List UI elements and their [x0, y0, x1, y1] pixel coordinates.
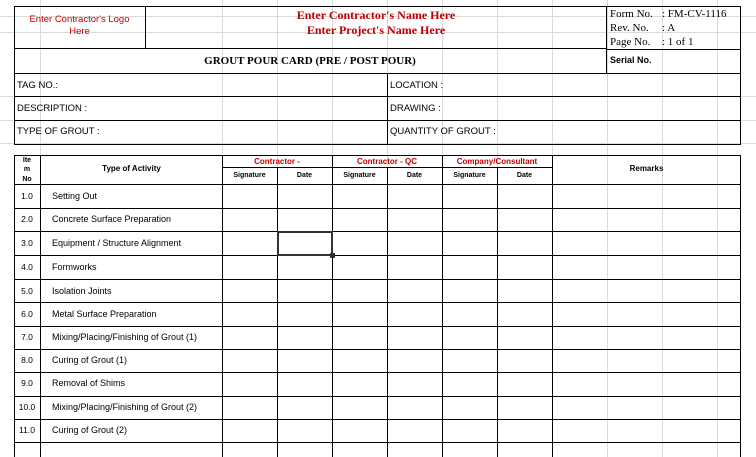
- border-line: [14, 144, 741, 145]
- signature-header: Signature: [343, 172, 376, 179]
- border-line: [222, 167, 552, 168]
- activity-name: Mixing/Placing/Finishing of Grout (1): [52, 332, 198, 342]
- item-number: 1.0: [21, 191, 33, 201]
- border-line: [332, 155, 333, 457]
- row-line: [14, 396, 741, 397]
- date-header: Date: [406, 172, 423, 179]
- border-line: [387, 73, 388, 144]
- fill-handle[interactable]: [330, 253, 335, 258]
- gridline: [662, 0, 663, 457]
- activity-name: Isolation Joints: [52, 286, 112, 296]
- description-field[interactable]: DESCRIPTION :: [17, 103, 88, 114]
- activity-name: Mixing/Placing/Finishing of Grout (2): [52, 402, 198, 412]
- item-number: 3.0: [21, 238, 33, 248]
- activity-name: Concrete Surface Preparation: [52, 214, 172, 224]
- border-line: [606, 49, 741, 50]
- serial-no-label: Serial No.: [610, 55, 652, 65]
- item-number: 5.0: [21, 286, 33, 296]
- item-no-header-2: m: [23, 166, 31, 173]
- border-line: [740, 155, 741, 457]
- contractor-name[interactable]: Enter Contractor's Name Here: [296, 8, 456, 22]
- border-line: [14, 184, 741, 185]
- activity-name: Curing of Grout (1): [52, 355, 128, 365]
- border-line: [552, 155, 553, 457]
- item-number: 8.0: [21, 355, 33, 365]
- activity-name: Formworks: [52, 262, 97, 272]
- item-number: 4.0: [21, 262, 33, 272]
- form-no-value[interactable]: : FM-CV-1116: [662, 8, 727, 20]
- form-no-label: Form No.: [610, 8, 653, 20]
- item-no-header-1: Ite: [22, 157, 32, 164]
- card-title: GROUT POUR CARD (PRE / POST POUR): [204, 55, 416, 67]
- page-no-value[interactable]: : 1 of 1: [662, 36, 694, 48]
- rev-no-value[interactable]: : A: [662, 22, 676, 34]
- page-no-label: Page No.: [610, 36, 651, 48]
- active-cell-selection[interactable]: [277, 231, 333, 256]
- row-line: [14, 231, 741, 232]
- item-number: 10.0: [18, 402, 36, 412]
- border-line: [40, 155, 41, 457]
- item-number: 9.0: [21, 378, 33, 388]
- item-number: 11.0: [19, 425, 35, 435]
- item-number: 7.0: [21, 332, 33, 342]
- item-number: 6.0: [21, 309, 33, 319]
- item-no-header-clip: [14, 175, 40, 183]
- row-line: [14, 326, 741, 327]
- border-line: [14, 120, 741, 121]
- border-line: [497, 167, 498, 457]
- row-line: [14, 419, 741, 420]
- activity-name: Removal of Shims: [52, 378, 126, 388]
- row-line: [14, 442, 741, 443]
- date-header: Date: [516, 172, 533, 179]
- border-line: [14, 48, 607, 49]
- border-line: [740, 6, 741, 145]
- border-line: [14, 6, 741, 7]
- border-line: [14, 73, 741, 74]
- contractor-qc-header: Contractor - QC: [357, 157, 417, 166]
- row-line: [14, 255, 741, 256]
- rev-no-label: Rev. No.: [610, 22, 649, 34]
- border-line: [606, 6, 607, 73]
- border-line: [14, 155, 741, 156]
- row-line: [14, 208, 741, 209]
- date-header: Date: [296, 172, 313, 179]
- location-field[interactable]: LOCATION :: [390, 80, 444, 91]
- border-line: [14, 96, 741, 97]
- gridline: [717, 0, 718, 457]
- item-no-header-3: No: [22, 176, 32, 183]
- logo-placeholder-line2: Here: [69, 26, 90, 37]
- signature-header: Signature: [453, 172, 486, 179]
- tag-no-field[interactable]: TAG NO.:: [17, 80, 58, 91]
- row-line: [14, 302, 741, 303]
- border-line: [442, 155, 443, 457]
- activity-name: Curing of Grout (2): [52, 425, 128, 435]
- remarks-header: Remarks: [629, 164, 664, 173]
- activity-header: Type of Activity: [102, 164, 161, 173]
- signature-header: Signature: [233, 172, 266, 179]
- item-number: 2.0: [21, 214, 33, 224]
- logo-placeholder-line1[interactable]: Enter Contractor's Logo: [29, 14, 130, 25]
- border-line: [387, 167, 388, 457]
- contractor-header: Contractor -: [254, 157, 300, 166]
- activity-name: Setting Out: [52, 191, 98, 201]
- row-line: [14, 349, 741, 350]
- border-line: [222, 155, 223, 457]
- row-line: [14, 279, 741, 280]
- drawing-field[interactable]: DRAWING :: [390, 103, 441, 114]
- activity-name: Metal Surface Preparation: [52, 309, 157, 319]
- type-of-grout-field[interactable]: TYPE OF GROUT :: [17, 126, 100, 137]
- gridline: [607, 0, 608, 457]
- project-name[interactable]: Enter Project's Name Here: [306, 23, 446, 37]
- border-line: [277, 167, 278, 457]
- activity-name: Equipment / Structure Alignment: [52, 238, 182, 248]
- quantity-of-grout-field[interactable]: QUANTITY OF GROUT :: [390, 126, 496, 137]
- row-line: [14, 372, 741, 373]
- company-consultant-header: Company/Consultant: [456, 157, 538, 166]
